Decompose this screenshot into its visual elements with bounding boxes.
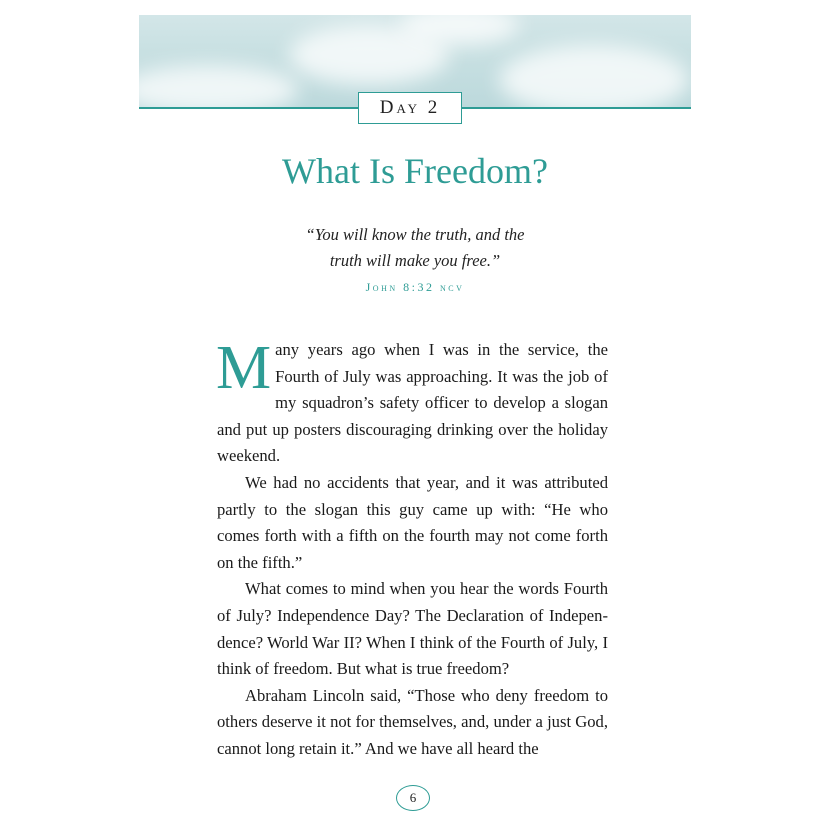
body-text: [216, 334, 608, 763]
page-title: What Is Freedom?: [282, 151, 548, 191]
epigraph-quote: [139, 222, 691, 274]
cloud-shape: [499, 45, 689, 108]
epigraph-line: “You will know the truth, and the: [305, 225, 525, 244]
body-paragraph: [216, 334, 608, 470]
day-label: Day 2: [358, 92, 462, 124]
body-paragraph: Abraham Lincoln said, “Those who deny freedom to others deserve it not for themselves, and, under a just God, cannot long retain it.” And we have all heard the: [217, 685, 608, 758]
cloud-shape: [139, 65, 299, 108]
page-number: 6: [396, 785, 430, 811]
drop-cap: M: [216, 334, 272, 402]
epigraph-line: truth will make you free.”: [329, 251, 501, 270]
body-paragraph: What comes to mind when you hear the words Fourth of July? Independence Day? The Declaration of Indepen-dence? World War II? When I think of the Fourth of July, I think of freedom. But what is true freedom?: [217, 579, 608, 679]
body-paragraph: We had no accidents that year, and it was attributed partly to the slogan this guy came up with: “He who comes forth with a fifth on the fourth may not come forth on the fifth.”: [217, 472, 608, 572]
paragraph-text: any years ago when I was in the service, the Fourth of July was approaching. It was the job of my squadron’s safety officer to develop a slogan and put up posters discouraging drinking over the holiday weekend.: [217, 340, 608, 466]
epigraph-citation: John 8:32 ncv: [365, 280, 465, 294]
